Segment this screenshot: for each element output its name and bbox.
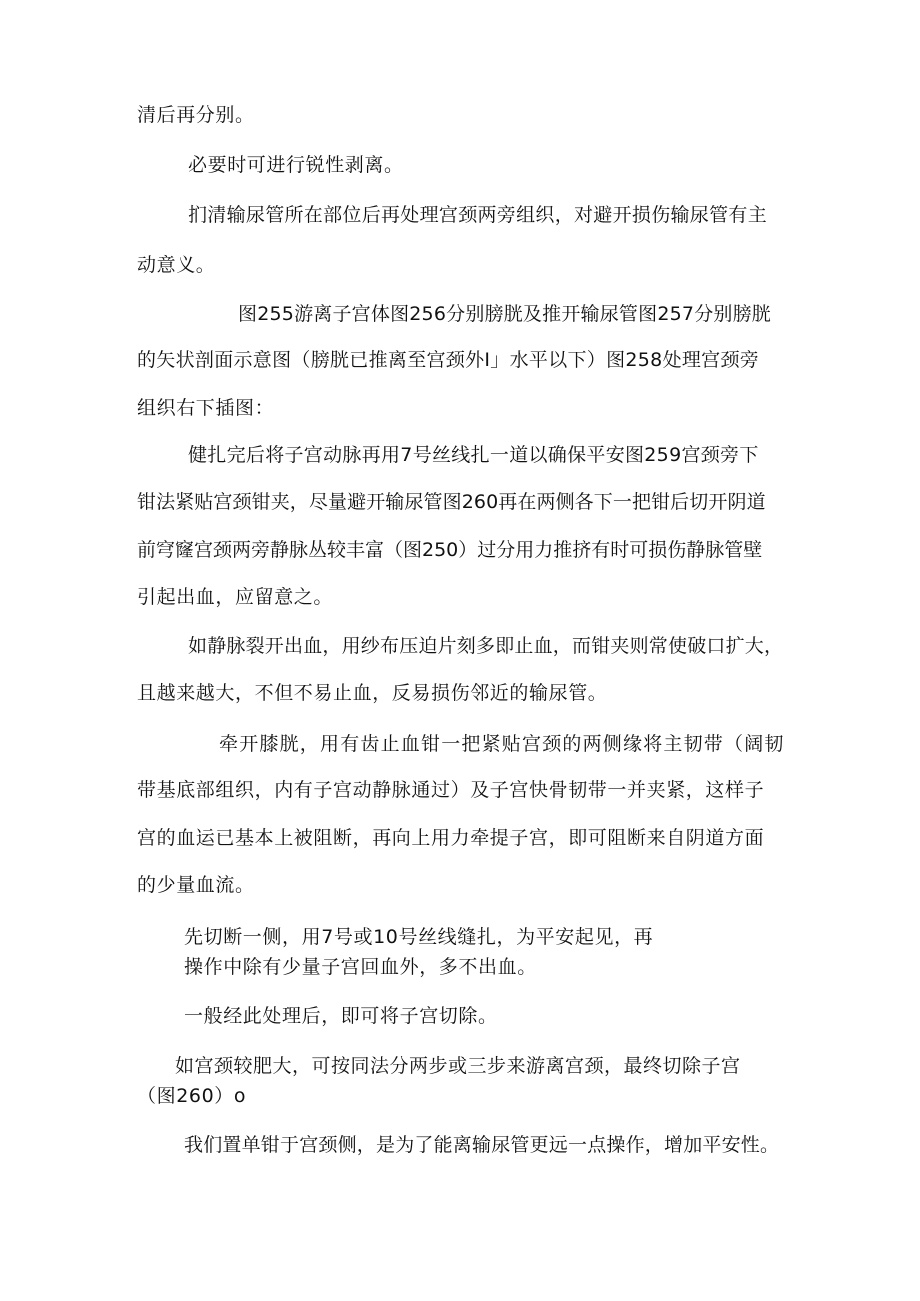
text-line-1: 清后再分别。 [137,104,255,126]
text-line-4: 动意义。 [137,254,216,276]
text-line-14: 牵开膝胱，用有齿止血钳一把紧贴宫颈的两侧缘将主韧带（阔韧 [219,733,785,755]
text-line-3: 扪清输尿管所在部位后再处理宫颈两旁组织，对避开损伤输尿管有主 [188,204,768,226]
text-line-6: 的矢状剖面示意图（膀胱已推离至宫颈外I」水平以下）图258处理宫颈旁 [137,349,760,371]
text-line-2: 必要时可进行锐性剥离。 [188,154,404,176]
text-line-23: 我们置单钳于宫颈侧，是为了能离输尿管更远一点操作，增加平安性。 [184,1134,780,1156]
text-line-19: 操作中除有少量子宫回血外，多不出血。 [184,956,537,978]
text-line-8: 健扎完后将子宫动脉再用7号丝线扎一道以确保平安图259宫颈旁下 [188,444,759,466]
text-line-20: 一般经此处理后，即可将子宫切除。 [184,1005,498,1027]
text-line-16: 宫的血运已基本上被阻断，再向上用力牵提子宫，即可阻断来自阴道方面 [137,827,765,849]
text-line-5: 图255游离子宫体图256分别膀胱及推开输尿管图257分别膀胱 [238,303,771,325]
text-line-22: （图260）o [137,1085,247,1107]
text-line-18: 先切断一侧，用7号或10号丝线缝扎，为平安起见，再 [184,926,654,948]
text-line-10: 前穹窿宫颈两旁静脉丛较丰富（图250）过分用力推挤有时可损伤静脉管壁 [137,539,763,561]
text-line-21: 如宫颈较肥大，可按同法分两步或三步来游离宫颈，最终切除子宫 [175,1055,741,1077]
text-line-11: 引起出血，应留意之。 [137,586,334,608]
text-line-15: 带基底部组织，内有子宫动静脉通过）及子宫快骨韧带一并夹紧，这样子 [137,779,765,801]
text-line-17: 的少量血流。 [137,874,255,896]
text-line-7: 组织右下插图： [137,397,275,419]
text-line-13: 且越来越大，不但不易止血，反易损伤邻近的输尿管。 [137,682,608,704]
text-line-9: 钳法紧贴宫颈钳夹，尽量避开输尿管图260再在两侧各下一把钳后切开阴道 [137,491,766,513]
text-line-12: 如静脉裂开出血，用纱布压迫片刻多即止血，而钳夹则常使破口扩大， [188,635,784,657]
